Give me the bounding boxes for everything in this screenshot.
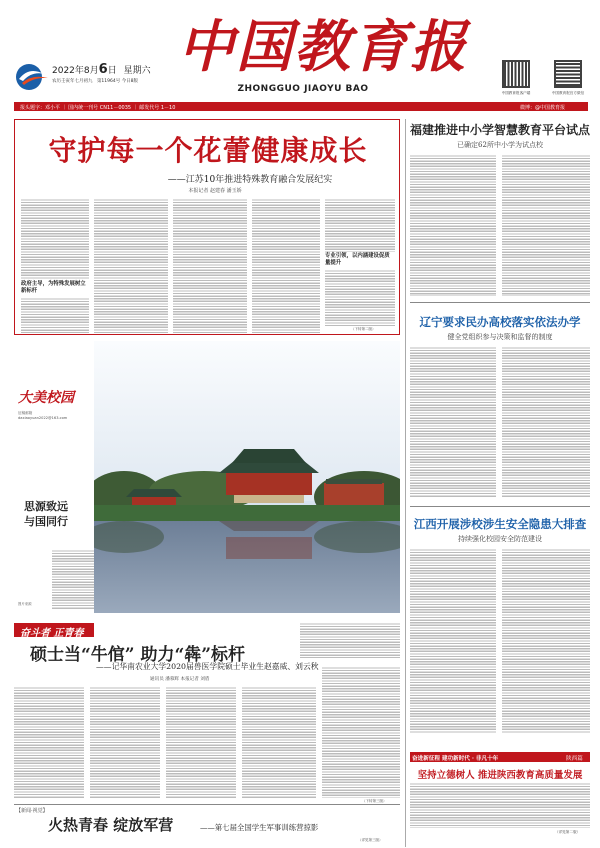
newspaper-logo (14, 62, 50, 92)
lead-byline: 本报记者 赵建春 潘玉娇 (188, 188, 242, 194)
qr-label-wechat: 中国教育报官方微信 (551, 91, 585, 95)
qr-label-app: 中国教育报客户端 (501, 91, 531, 95)
lead-article[interactable] (14, 119, 400, 335)
photo-feature[interactable] (14, 341, 400, 613)
news-jump[interactable]: （详见第三版） (358, 838, 383, 842)
news-label: 【新闻·视觉】 (16, 808, 48, 814)
newspaper-pinyin: ZHONGGUO JIAOYU BAO (237, 84, 369, 94)
date-text: 2022年8月 (52, 66, 99, 76)
lead-jump[interactable]: （下转第二版） (351, 327, 376, 331)
lead-section1: 政府主导，为特殊发展树立新标杆 (21, 281, 86, 294)
liaoning-body-col1 (410, 346, 496, 498)
youth-body-col3 (166, 686, 236, 798)
photo-caption-2: 与国同行 (24, 515, 68, 528)
lunar-date (52, 78, 138, 84)
photo-text (52, 549, 100, 609)
lead-body-col4 (252, 198, 320, 333)
liaoning-body-col2 (502, 346, 590, 498)
shaanxi-jump[interactable]: （详见第二版） (555, 830, 581, 834)
shaanxi-province: 陕西篇 (566, 755, 583, 762)
news-divider (14, 804, 400, 805)
shaanxi-headline[interactable]: 坚持立德树人 推进陕西教育高质量发展 (417, 770, 583, 781)
lunar-text: 农历壬寅年七月初九 (52, 79, 93, 84)
fujian-subtitle: 已确定62所中小学为试点校 (457, 141, 543, 149)
youth-subtitle: ——记华南农业大学2020届兽医学院硕士毕业生赵嘉威、刘云秋 (96, 662, 319, 671)
lead-headline[interactable]: 守护每一个花蕾健康成长 (48, 134, 368, 167)
lead-body-col3 (173, 198, 247, 333)
qr-code-wechat[interactable] (554, 60, 582, 88)
jiangxi-body-col1 (410, 548, 496, 734)
date-suffix: 日 (107, 66, 117, 76)
campus-scene (94, 341, 400, 613)
right-rule-1 (410, 302, 590, 303)
column-logo: 大美校园 (18, 390, 74, 406)
liaoning-subtitle: 健全党组织参与决策和监督的制度 (447, 333, 553, 341)
date-line (52, 62, 151, 77)
news-subtitle: ——第七届全国学生军事训练营掠影 (200, 823, 319, 832)
lead-body-col5b (325, 269, 395, 327)
fujian-body-col1 (410, 154, 496, 296)
lead-subtitle: ——江苏10年推进特殊教育融合发展纪实 (167, 175, 333, 185)
youth-body-col1 (14, 686, 84, 798)
jiangxi-headline[interactable]: 江西开展涉校涉生安全隐患大排查 (413, 517, 587, 531)
jiangxi-body-col2 (502, 548, 590, 734)
youth-body-col5 (322, 666, 400, 798)
lead-body-col2 (94, 198, 168, 333)
fujian-headline[interactable]: 福建推进中小学智慧教育平台试点 (410, 123, 591, 137)
lead-body-col5a (325, 198, 395, 252)
news-headline[interactable]: 火热青春 绽放军营 (48, 816, 174, 834)
weibo-handle: 微博：@中国教育报 (520, 104, 566, 111)
photo-credit: 图片来源 (18, 602, 32, 606)
youth-headline[interactable]: 硕士当“牛倌” 助力“犇”标杆 (30, 645, 246, 665)
campus-photo[interactable] (94, 341, 400, 613)
column-email-label: 征稿邮箱 (18, 411, 33, 415)
masthead (0, 0, 600, 118)
right-article-jiangxi[interactable] (410, 510, 590, 738)
shaanxi-body (410, 782, 590, 828)
youth-body-col2 (90, 686, 160, 798)
youth-byline: 通讯员 潘慕辉 本报记者 刘盾 (150, 677, 210, 682)
youth-banner-text: 奋斗者 正青春 (20, 628, 84, 639)
masthead-bar-text: 报头题字：邓小平 ｜ 国内统一刊号 CN11－0035 ｜ 邮发代号 1－10 (20, 104, 176, 111)
date-day: 6 (98, 62, 108, 77)
lead-body-col1 (21, 198, 89, 280)
right-article-liaoning[interactable] (410, 306, 590, 504)
right-article-fujian[interactable] (410, 122, 590, 300)
newspaper-title: 中国教育报 (178, 14, 468, 80)
lead-body-col1b (21, 297, 89, 333)
youth-side-text (300, 622, 400, 658)
column-email: daxiaoyuan2022@163.com (18, 416, 68, 420)
right-column-divider (405, 119, 406, 847)
lead-section2: 专业引领，以内涵建设促质量提升 (325, 253, 390, 266)
liaoning-headline[interactable]: 辽宁要求民办高校落实依法办学 (419, 315, 581, 329)
youth-body-col4 (242, 686, 316, 798)
right-rule-2 (410, 506, 590, 507)
youth-jump[interactable]: （下转第三版） (362, 799, 387, 803)
qr-code-app[interactable] (502, 60, 530, 88)
jiangxi-subtitle: 持续强化校园安全防范建设 (458, 535, 542, 543)
shaanxi-banner-text: 奋进新征程 建功新时代 · 非凡十年 (412, 755, 499, 762)
weekday: 星期六 (123, 66, 151, 76)
photo-caption-1: 思源致远 (24, 500, 68, 513)
fujian-body-col2 (502, 154, 590, 296)
issue-text: 第11964号 今日8版 (96, 79, 139, 84)
